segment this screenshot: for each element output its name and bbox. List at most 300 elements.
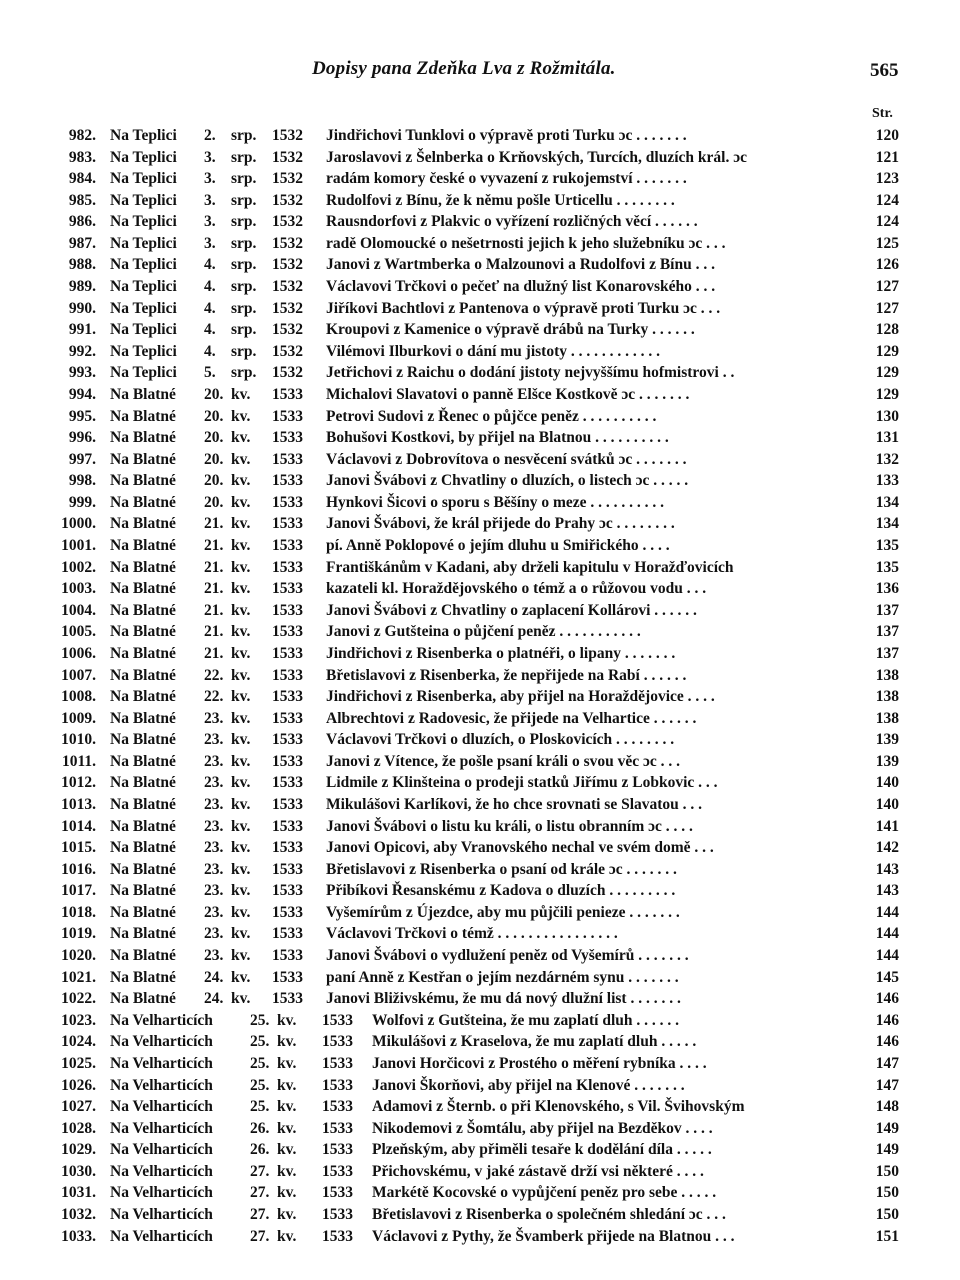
entry-month: kv. (277, 1119, 297, 1137)
entry-subject: Adamovi z Šternb. o při Klenovského, s Vil. Švihovským (372, 1098, 745, 1116)
entry-month: kv. (231, 752, 251, 770)
register-entry (0, 557, 960, 578)
register-entry (0, 406, 960, 427)
entry-month: kv. (231, 709, 251, 727)
entry-day: 23. (204, 774, 224, 792)
entry-place: Na Velharticích (110, 1184, 213, 1202)
entry-day: 23. (204, 709, 224, 727)
entry-year: 1533 (322, 1076, 353, 1094)
entry-month: kv. (231, 731, 251, 749)
entry-year: 1533 (272, 774, 303, 792)
entry-year: 1533 (272, 601, 303, 619)
entry-subject: Janovi z Vítence, že pošle psaní králi o svou věc ɔc . . . (326, 752, 681, 770)
entry-month: kv. (277, 1011, 297, 1029)
entry-month: srp. (231, 321, 257, 339)
entry-day: 25. (250, 1011, 270, 1029)
entry-day: 21. (204, 558, 224, 576)
entry-number: 1015. (61, 839, 96, 857)
entry-day: 25. (250, 1098, 270, 1116)
entry-page: 143 (875, 882, 899, 900)
entry-place: Na Blatné (110, 925, 176, 943)
entry-subject: Janovi Opicovi, aby Vranovského nechal ve svém domě . . . (326, 839, 714, 857)
entry-place: Na Blatné (110, 968, 176, 986)
entry-number: 1016. (61, 860, 96, 878)
entry-subject: Lidmile z Klinšteina o prodeji statků Jiřímu z Lobkovic . . . (326, 774, 718, 792)
entry-month: kv. (277, 1076, 297, 1094)
entry-day: 23. (204, 817, 224, 835)
entry-subject: Václavovi z Dobrovítova o nesvěcení svátků ɔc . . . . . . . (326, 450, 687, 468)
entry-month: kv. (231, 472, 251, 490)
entry-subject: Janovi Švábovi z Chvatliny o dluzích, o listech ɔc . . . . . (326, 472, 689, 490)
entry-place: Na Blatné (110, 860, 176, 878)
entry-subject: radě Olomoucké o nešetrnosti jejich k jeho služebníku ɔc . . . (326, 234, 726, 252)
entry-place: Na Blatné (110, 688, 176, 706)
entry-page: 137 (875, 623, 899, 641)
entry-number: 1019. (61, 925, 96, 943)
register-entry (0, 880, 960, 901)
entry-year: 1533 (322, 1227, 353, 1245)
entry-day: 21. (204, 580, 224, 598)
entry-year: 1533 (272, 493, 303, 511)
entry-number: 1003. (61, 580, 96, 598)
entry-number: 994. (68, 385, 96, 403)
entry-number: 1017. (61, 882, 96, 900)
register-entry (0, 1010, 960, 1031)
entry-day: 20. (204, 472, 224, 490)
entry-day: 4. (204, 321, 216, 339)
entry-year: 1533 (322, 1141, 353, 1159)
entry-number: 983. (68, 148, 96, 166)
register-entry (0, 772, 960, 793)
entry-number: 1007. (61, 666, 96, 684)
entry-year: 1532 (272, 299, 303, 317)
entry-subject: Petrovi Sudovi z Řenec o půjčce peněz . . . . . . . . . . (326, 407, 657, 425)
entry-page: 131 (875, 429, 899, 447)
entry-page: 135 (875, 537, 899, 555)
entry-subject: Janovi Švábovi z Chvatliny o zaplacení Kollárovi . . . . . . (326, 601, 697, 619)
entry-day: 22. (204, 666, 224, 684)
entry-place: Na Blatné (110, 774, 176, 792)
entry-year: 1533 (322, 1033, 353, 1051)
entry-place: Na Teplici (110, 191, 177, 209)
entry-number: 982. (68, 127, 96, 144)
entry-month: srp. (231, 342, 257, 360)
entry-day: 27. (250, 1227, 270, 1245)
entry-page: 147 (875, 1054, 899, 1072)
entry-subject: Bohušovi Kostkovi, by přijel na Blatnou . . . . . . . . . . (326, 429, 669, 447)
entry-year: 1533 (272, 385, 303, 403)
entry-place: Na Teplici (110, 364, 177, 382)
entry-day: 21. (204, 644, 224, 662)
entry-page: 148 (875, 1098, 899, 1116)
entry-day: 23. (204, 860, 224, 878)
register-entry (0, 643, 960, 664)
entry-page: 138 (875, 666, 899, 684)
entry-month: kv. (231, 817, 251, 835)
entry-place: Na Teplici (110, 342, 177, 360)
entry-year: 1533 (272, 731, 303, 749)
register-entry (0, 1139, 960, 1160)
entry-subject: Vilémovi Ilburkovi o dání mu jistoty . . . . . . . . . . . . (326, 342, 660, 360)
entry-number: 1022. (61, 990, 96, 1008)
entry-page: 124 (875, 191, 899, 209)
entry-month: kv. (231, 601, 251, 619)
entry-place: Na Velharticích (110, 1054, 213, 1072)
entry-year: 1533 (272, 515, 303, 533)
register-entry (0, 1053, 960, 1074)
entry-place: Na Blatné (110, 385, 176, 403)
register-entry (0, 794, 960, 815)
entry-day: 22. (204, 688, 224, 706)
entry-place: Na Blatné (110, 709, 176, 727)
entry-place: Na Blatné (110, 795, 176, 813)
entry-number: 1029. (61, 1141, 96, 1159)
entry-place: Na Blatné (110, 493, 176, 511)
entry-subject: Janovi Švábovi, že král přijede do Prahy ɔc . . . . . . . . (326, 515, 675, 533)
entry-place: Na Velharticích (110, 1098, 213, 1116)
entry-place: Na Velharticích (110, 1206, 213, 1223)
entry-page: 141 (875, 817, 899, 835)
entry-day: 24. (204, 990, 224, 1008)
entry-place: Na Blatné (110, 903, 176, 921)
entry-number: 1031. (61, 1184, 96, 1202)
entry-year: 1533 (272, 795, 303, 813)
entry-month: srp. (231, 299, 257, 317)
entry-place: Na Velharticích (110, 1076, 213, 1094)
register-entry (0, 686, 960, 707)
register-entry (0, 1118, 960, 1139)
entry-number: 1026. (61, 1076, 96, 1094)
register-entry (0, 600, 960, 621)
entry-number: 1032. (61, 1206, 96, 1223)
entry-subject: Hynkovi Šicovi o sporu s Běšíny o meze . . . . . . . . . . (326, 493, 665, 511)
entry-year: 1533 (322, 1162, 353, 1180)
entry-page: 125 (875, 234, 899, 252)
entry-number: 1010. (61, 731, 96, 749)
entry-place: Na Teplici (110, 148, 177, 166)
register-entry (0, 1182, 960, 1203)
entry-number: 986. (68, 213, 96, 231)
entry-page: 138 (875, 709, 899, 727)
entry-page: 140 (875, 774, 899, 792)
entry-month: kv. (231, 385, 251, 403)
entry-number: 1020. (61, 947, 96, 965)
entry-place: Na Blatné (110, 558, 176, 576)
entry-day: 23. (204, 903, 224, 921)
entry-page: 139 (875, 731, 899, 749)
register-entry (0, 427, 960, 448)
entry-page: 138 (875, 688, 899, 706)
entry-day: 2. (204, 127, 216, 144)
entry-month: kv. (231, 493, 251, 511)
entry-month: kv. (231, 839, 251, 857)
entry-month: kv. (231, 450, 251, 468)
entry-day: 21. (204, 601, 224, 619)
entry-place: Na Blatné (110, 990, 176, 1008)
entry-number: 1001. (61, 537, 96, 555)
entry-month: kv. (231, 947, 251, 965)
entry-year: 1533 (272, 817, 303, 835)
entry-year: 1533 (322, 1184, 353, 1202)
entry-month: kv. (277, 1141, 297, 1159)
entry-year: 1532 (272, 342, 303, 360)
entry-year: 1533 (272, 709, 303, 727)
entry-day: 20. (204, 385, 224, 403)
entry-place: Na Teplici (110, 299, 177, 317)
entry-day: 27. (250, 1184, 270, 1202)
entry-subject: Břetislavovi z Risenberka, že nepřijede na Rabí . . . . . . (326, 666, 687, 684)
entry-month: kv. (277, 1206, 297, 1223)
entry-month: kv. (231, 688, 251, 706)
entry-place: Na Velharticích (110, 1119, 213, 1137)
entry-year: 1532 (272, 170, 303, 188)
entry-subject: Rudolfovi z Bínu, že k němu pošle Urticellu . . . . . . . . (326, 191, 675, 209)
entry-year: 1533 (322, 1054, 353, 1072)
entry-number: 1025. (61, 1054, 96, 1072)
entry-subject: Přichovskému, v jaké zástavě drží vsi některé . . . . (372, 1162, 704, 1180)
register-entry (0, 729, 960, 750)
entry-day: 21. (204, 537, 224, 555)
register-entry (0, 341, 960, 362)
entry-page: 137 (875, 601, 899, 619)
entry-year: 1533 (272, 968, 303, 986)
entry-number: 1004. (61, 601, 96, 619)
register-entry (0, 449, 960, 470)
entry-subject: Václavovi Trčkovi o témž . . . . . . . . . . . . . . . . (326, 925, 618, 943)
register-entry (0, 816, 960, 837)
register-entry (0, 125, 960, 146)
register-entry (0, 362, 960, 383)
entry-day: 4. (204, 342, 216, 360)
entry-month: kv. (277, 1227, 297, 1245)
entry-day: 27. (250, 1206, 270, 1223)
entry-month: kv. (231, 860, 251, 878)
entry-page: 149 (875, 1141, 899, 1159)
entry-subject: Přibíkovi Řesanskému z Kadova o dluzích . . . . . . . . . (326, 882, 676, 900)
entry-month: srp. (231, 278, 257, 296)
entry-number: 984. (68, 170, 96, 188)
entry-subject: paní Anně z Kestřan o jejím nezdárném synu . . . . . . . (326, 968, 679, 986)
entry-year: 1533 (272, 537, 303, 555)
entry-day: 24. (204, 968, 224, 986)
entry-day: 4. (204, 256, 216, 274)
entry-place: Na Blatné (110, 731, 176, 749)
entry-subject: Janovi z Gutšteina o půjčení peněz . . . . . . . . . . . (326, 623, 641, 641)
entry-page: 143 (875, 860, 899, 878)
page-number: 565 (870, 60, 899, 81)
entry-subject: Janovi Bliživskému, že mu dá nový dlužní list . . . . . . . (326, 990, 681, 1008)
entry-year: 1532 (272, 364, 303, 382)
entry-subject: Albrechtovi z Radovesic, že přijede na Velhartice . . . . . . (326, 709, 697, 727)
entry-year: 1533 (272, 407, 303, 425)
entry-year: 1532 (272, 127, 303, 144)
entry-place: Na Teplici (110, 234, 177, 252)
entry-page: 135 (875, 558, 899, 576)
entry-subject: Břetislavovi z Risenberka o psaní od krále ɔc . . . . . . . (326, 860, 677, 878)
entry-number: 999. (68, 493, 96, 511)
register-entry (0, 708, 960, 729)
entry-month: srp. (231, 191, 257, 209)
entry-day: 23. (204, 731, 224, 749)
entry-subject: Mikulášovi z Kraselova, že mu zaplatí dluh . . . . . (372, 1033, 697, 1051)
entry-day: 26. (250, 1141, 270, 1159)
register-entry (0, 384, 960, 405)
entry-page: 149 (875, 1119, 899, 1137)
entry-number: 1005. (61, 623, 96, 641)
entry-place: Na Teplici (110, 170, 177, 188)
entry-number: 1027. (61, 1098, 96, 1116)
register-entry (0, 578, 960, 599)
entry-subject: Jetřichovi z Raichu o dodání jistoty nejvyššímu hofmistrovi . . (326, 364, 735, 382)
entry-page: 144 (875, 925, 899, 943)
entry-subject: Jindřichovi z Risenberka, aby přijel na Horaždějovice . . . . (326, 688, 715, 706)
entry-subject: Václavovi Trčkovi o pečeť na dlužný list Konarovského . . . (326, 278, 716, 296)
entry-day: 21. (204, 623, 224, 641)
entry-place: Na Velharticích (110, 1227, 213, 1245)
entry-place: Na Blatné (110, 839, 176, 857)
entry-page: 127 (875, 278, 899, 296)
entry-year: 1532 (272, 234, 303, 252)
entry-number: 1013. (61, 795, 96, 813)
register-entry (0, 168, 960, 189)
entry-day: 25. (250, 1033, 270, 1051)
entry-place: Na Blatné (110, 947, 176, 965)
entry-page: 146 (875, 1033, 899, 1051)
entry-place: Na Blatné (110, 817, 176, 835)
entry-place: Na Blatné (110, 752, 176, 770)
entry-year: 1533 (272, 882, 303, 900)
entry-number: 987. (68, 234, 96, 252)
entry-year: 1533 (272, 752, 303, 770)
entry-number: 988. (68, 256, 96, 274)
entry-place: Na Blatné (110, 623, 176, 641)
entry-day: 23. (204, 795, 224, 813)
entry-year: 1533 (272, 472, 303, 490)
entry-place: Na Velharticích (110, 1033, 213, 1051)
entry-page: 129 (875, 364, 899, 382)
entry-place: Na Teplici (110, 278, 177, 296)
register-entry (0, 298, 960, 319)
register-entry (0, 923, 960, 944)
entry-month: kv. (231, 580, 251, 598)
entry-month: srp. (231, 234, 257, 252)
entry-month: kv. (277, 1054, 297, 1072)
entry-subject: Janovi z Wartmberka o Malzounovi a Rudolfovi z Bínu . . . (326, 256, 715, 274)
entry-page: 144 (875, 947, 899, 965)
entry-month: kv. (277, 1184, 297, 1202)
entry-month: srp. (231, 127, 257, 144)
entry-page: 132 (875, 450, 899, 468)
entry-place: Na Teplici (110, 213, 177, 231)
entry-month: kv. (231, 774, 251, 792)
entry-month: kv. (277, 1162, 297, 1180)
entry-place: Na Blatné (110, 882, 176, 900)
entry-number: 1011. (61, 752, 96, 770)
entry-number: 1021. (61, 968, 96, 986)
entry-day: 27. (250, 1162, 270, 1180)
entry-day: 26. (250, 1119, 270, 1137)
entry-place: Na Blatné (110, 407, 176, 425)
entry-subject: Jaroslavovi z Šelnberka o Krňovských, Turcích, dluzích král. ɔc (326, 148, 747, 166)
entry-place: Na Blatné (110, 429, 176, 447)
entry-day: 20. (204, 407, 224, 425)
register-entry (0, 1226, 960, 1247)
entry-day: 3. (204, 213, 216, 231)
register-entry (0, 1204, 960, 1225)
entry-place: Na Blatné (110, 666, 176, 684)
entry-month: kv. (231, 429, 251, 447)
entry-day: 23. (204, 947, 224, 965)
entry-number: 1018. (61, 903, 96, 921)
entry-number: 1023. (61, 1011, 96, 1029)
entry-number: 990. (68, 299, 96, 317)
entry-number: 1033. (61, 1227, 96, 1245)
entry-year: 1532 (272, 191, 303, 209)
entry-year: 1533 (322, 1206, 353, 1223)
entry-day: 20. (204, 450, 224, 468)
entry-month: kv. (231, 558, 251, 576)
entry-page: 150 (875, 1162, 899, 1180)
entry-day: 5. (204, 364, 216, 382)
register-entry (0, 492, 960, 513)
page-column-label: Str. (872, 106, 893, 121)
entry-day: 3. (204, 170, 216, 188)
entry-month: kv. (231, 666, 251, 684)
entry-number: 995. (68, 407, 96, 425)
entry-day: 23. (204, 752, 224, 770)
entry-page: 140 (875, 795, 899, 813)
entry-number: 998. (68, 472, 96, 490)
entry-page: 151 (875, 1227, 899, 1245)
entry-page: 147 (875, 1076, 899, 1094)
entry-subject: Jindřichovi Tunklovi o výpravě proti Turku ɔc . . . . . . . (326, 127, 687, 144)
entry-page: 129 (875, 342, 899, 360)
entry-page: 146 (875, 990, 899, 1008)
entry-place: Na Teplici (110, 256, 177, 274)
entry-year: 1533 (272, 666, 303, 684)
entry-number: 1024. (61, 1033, 96, 1051)
entry-day: 20. (204, 493, 224, 511)
entry-subject: radám komory české o vyvazení z rukojemství . . . . . . . (326, 170, 687, 188)
entry-year: 1533 (272, 990, 303, 1008)
entry-place: Na Velharticích (110, 1141, 213, 1159)
register-entry (0, 190, 960, 211)
entry-year: 1532 (272, 278, 303, 296)
entry-month: kv. (231, 407, 251, 425)
entry-month: srp. (231, 256, 257, 274)
entry-month: kv. (231, 990, 251, 1008)
entry-subject: Václavovi z Pythy, že Švamberk přijede na Blatnou . . . (372, 1227, 735, 1245)
entry-month: kv. (277, 1033, 297, 1051)
entry-day: 23. (204, 882, 224, 900)
entry-day: 25. (250, 1076, 270, 1094)
register-entry (0, 211, 960, 232)
entry-day: 25. (250, 1054, 270, 1072)
entry-page: 121 (875, 148, 899, 166)
entry-month: kv. (277, 1098, 297, 1116)
entry-year: 1533 (272, 903, 303, 921)
entry-subject: Janovi Švábovi o listu ku králi, o listu obranním ɔc . . . . (326, 817, 693, 835)
register-entry (0, 1075, 960, 1096)
entry-month: kv. (231, 925, 251, 943)
entry-number: 1009. (61, 709, 96, 727)
entry-subject: Markétě Kocovské o vypůjčení peněz pro sebe . . . . . (372, 1184, 717, 1202)
entry-subject: Janovi Škorňovi, aby přijel na Klenové . . . . . . . (372, 1076, 685, 1094)
register-entry (0, 837, 960, 858)
entry-year: 1533 (272, 925, 303, 943)
entry-number: 1008. (61, 688, 96, 706)
entry-year: 1533 (272, 947, 303, 965)
